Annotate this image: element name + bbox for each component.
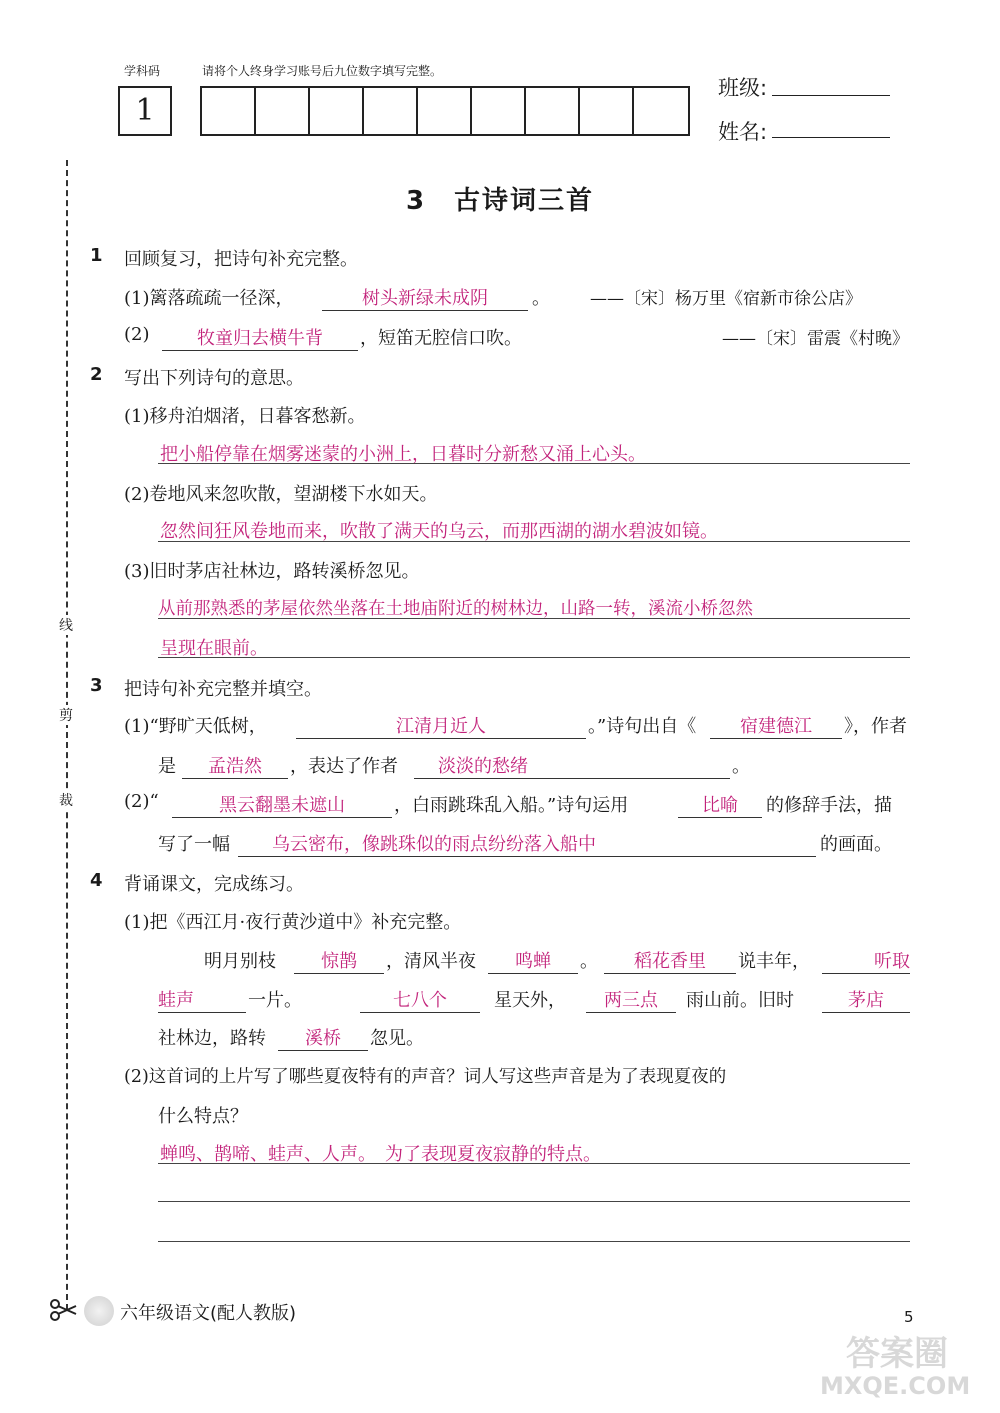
book-emblem-icon xyxy=(84,1296,114,1326)
answer-line xyxy=(158,656,910,658)
q4-answer4[interactable]: 听取 xyxy=(822,947,910,974)
digit-box[interactable] xyxy=(256,88,310,134)
q3-p1-answer2[interactable]: 宿建德江 xyxy=(710,712,842,739)
q4-answer6[interactable]: 两三点 xyxy=(586,986,676,1013)
q4-sub2-answer[interactable]: 蝉鸣、鹊啼、蛙声、人声。 为了表现夏夜寂静的特点。 xyxy=(160,1144,601,1165)
digit-box[interactable] xyxy=(472,88,526,134)
watermark-logo: 答案圈 xyxy=(846,1334,948,1374)
q1-item2-suffix: ，短笛无腔信口吹。 xyxy=(360,328,522,349)
q4-poem-text: 星天外， xyxy=(494,990,566,1011)
q4-answer3[interactable]: 稻花香里 xyxy=(604,947,736,974)
q2-item1-answer[interactable]: 把小船停靠在烟雾迷蒙的小洲上，日暮时分新愁又涌上心头。 xyxy=(160,444,646,465)
name-field[interactable] xyxy=(772,136,890,138)
q2-item3-answer-line1[interactable]: 从前那熟悉的茅屋依然坐落在土地庙附近的树林边，山路一转，溪流小桥忽然 xyxy=(158,599,753,619)
q1-item2-prefix: (2) xyxy=(124,324,150,345)
account-instruction: 请将个人终身学习账号后九位数字填写完整。 xyxy=(202,64,443,78)
q3-p1-answer3[interactable]: 孟浩然 xyxy=(182,752,288,779)
account-digit-boxes[interactable] xyxy=(200,86,690,136)
question-number: 3 xyxy=(90,675,103,696)
q2-item3-text: (3)旧时茅店社林边，路转溪桥忽见。 xyxy=(124,561,420,582)
q4-poem-text: 雨山前。旧时 xyxy=(686,990,794,1011)
cut-mark-line: 线 xyxy=(57,615,75,635)
q4-poem-text: 明月别枝 xyxy=(204,951,276,972)
q1-item1-source: ——〔宋〕杨万里《宿新市徐公店》 xyxy=(590,289,862,309)
q3-p2-answer1[interactable]: 黑云翻墨未遮山 xyxy=(172,791,392,818)
q3-p2-text: 的修辞手法，描 xyxy=(766,795,892,816)
answer-line xyxy=(158,617,910,619)
answer-line xyxy=(158,1200,910,1202)
page-title: 3 古诗词三首 xyxy=(405,186,595,216)
q3-p2-answer2[interactable]: 比喻 xyxy=(678,791,762,818)
cut-line xyxy=(66,160,68,1310)
class-field[interactable] xyxy=(772,94,890,96)
digit-box[interactable] xyxy=(418,88,472,134)
q4-answer5[interactable]: 七八个 xyxy=(360,986,480,1013)
q3-p2-answer3[interactable]: 乌云密布，像跳珠似的雨点纷纷落入船中 xyxy=(238,830,816,857)
question-title: 回顾复习，把诗句补充完整。 xyxy=(124,249,358,270)
q3-p1-text: ，表达了作者 xyxy=(290,756,398,777)
question-number: 2 xyxy=(90,364,103,385)
question-number: 1 xyxy=(90,245,103,266)
q3-p2-text: ，白雨跳珠乱入船。”诗句运用 xyxy=(394,795,629,816)
q3-p1-text: 》，作者 xyxy=(844,716,907,737)
q4-poem-text: 。 xyxy=(580,951,598,972)
q3-p1-text: 是 xyxy=(158,756,176,777)
q2-item2-answer[interactable]: 忽然间狂风卷地而来，吹散了满天的乌云，而那西湖的湖水碧波如镜。 xyxy=(160,521,718,542)
q3-p1-text: (1)“野旷天低树， xyxy=(124,716,267,737)
cut-mark-cut: 剪 xyxy=(57,705,75,725)
question-title: 背诵课文，完成练习。 xyxy=(124,874,304,895)
q3-p1-text: 。 xyxy=(732,756,750,777)
q4-poem-text: 说丰年， xyxy=(738,951,810,972)
q4-poem-text: 忽见。 xyxy=(370,1028,424,1049)
scissors-icon xyxy=(48,1298,78,1322)
q3-p1-answer4[interactable]: 淡淡的愁绪 xyxy=(414,752,730,779)
cut-mark-trim: 裁 xyxy=(57,790,75,810)
digit-box[interactable] xyxy=(202,88,256,134)
q4-poem-text: 一片。 xyxy=(248,990,302,1011)
page-number: 5 xyxy=(904,1308,914,1326)
digit-box[interactable] xyxy=(580,88,634,134)
q1-item1-text: (1)篱落疏疏一径深， xyxy=(124,288,294,309)
subject-code-label: 学科码 xyxy=(124,64,161,78)
q1-item2-source: ——〔宋〕雷震《村晚》 xyxy=(722,329,909,349)
q2-item1-text: (1)移舟泊烟渚，日暮客愁新。 xyxy=(124,406,366,427)
answer-line xyxy=(158,1240,910,1242)
q4-answer2[interactable]: 鸣蝉 xyxy=(488,947,578,974)
footer-book-title: 六年级语文(配人教版) xyxy=(120,1303,297,1324)
q1-item1-suffix: 。 xyxy=(532,288,550,309)
name-label: 姓名: xyxy=(718,120,768,144)
question-number: 4 xyxy=(90,870,103,891)
class-label: 班级: xyxy=(718,76,768,100)
q4-answer1[interactable]: 惊鹊 xyxy=(294,947,384,974)
question-title: 写出下列诗句的意思。 xyxy=(124,368,304,389)
answer-line xyxy=(158,1162,910,1164)
q4-answer8[interactable]: 溪桥 xyxy=(278,1024,368,1051)
digit-box[interactable] xyxy=(526,88,580,134)
q2-item3-answer-line2[interactable]: 呈现在眼前。 xyxy=(160,638,268,659)
digit-box[interactable] xyxy=(364,88,418,134)
q2-item2-text: (2)卷地风来忽吹散，望湖楼下水如天。 xyxy=(124,484,438,505)
q4-sub2-text: (2)这首词的上片写了哪些夏夜特有的声音？词人写这些声音是为了表现夏夜的 xyxy=(124,1067,727,1087)
answer-line xyxy=(158,540,910,542)
digit-box[interactable] xyxy=(310,88,364,134)
q3-p2-text: 写了一幅 xyxy=(158,834,230,855)
q3-p1-text: 。”诗句出自《 xyxy=(588,716,697,737)
q3-p2-text: (2)“ xyxy=(124,791,159,812)
q3-p1-answer1[interactable]: 江清月近人 xyxy=(296,712,586,739)
digit-box[interactable] xyxy=(634,88,688,134)
q1-item1-answer[interactable]: 树头新绿未成阴 xyxy=(322,284,528,311)
q4-sub1-text: (1)把《西江月·夜行黄沙道中》补充完整。 xyxy=(124,912,462,933)
subject-code-box: 1 xyxy=(118,86,172,136)
q4-poem-text: ，清风半夜 xyxy=(386,951,476,972)
q3-p2-text: 的画面。 xyxy=(820,834,892,855)
q4-answer4-cont[interactable]: 蛙声 xyxy=(158,986,246,1013)
answer-line xyxy=(158,462,910,464)
q4-answer7[interactable]: 茅店 xyxy=(822,986,910,1013)
watermark-url: MXQE.COM xyxy=(820,1372,971,1400)
question-title: 把诗句补充完整并填空。 xyxy=(124,679,322,700)
q4-sub2-text: 什么特点？ xyxy=(158,1106,248,1127)
q4-poem-text: 社林边，路转 xyxy=(158,1028,266,1049)
q1-item2-answer[interactable]: 牧童归去横牛背 xyxy=(162,324,358,351)
